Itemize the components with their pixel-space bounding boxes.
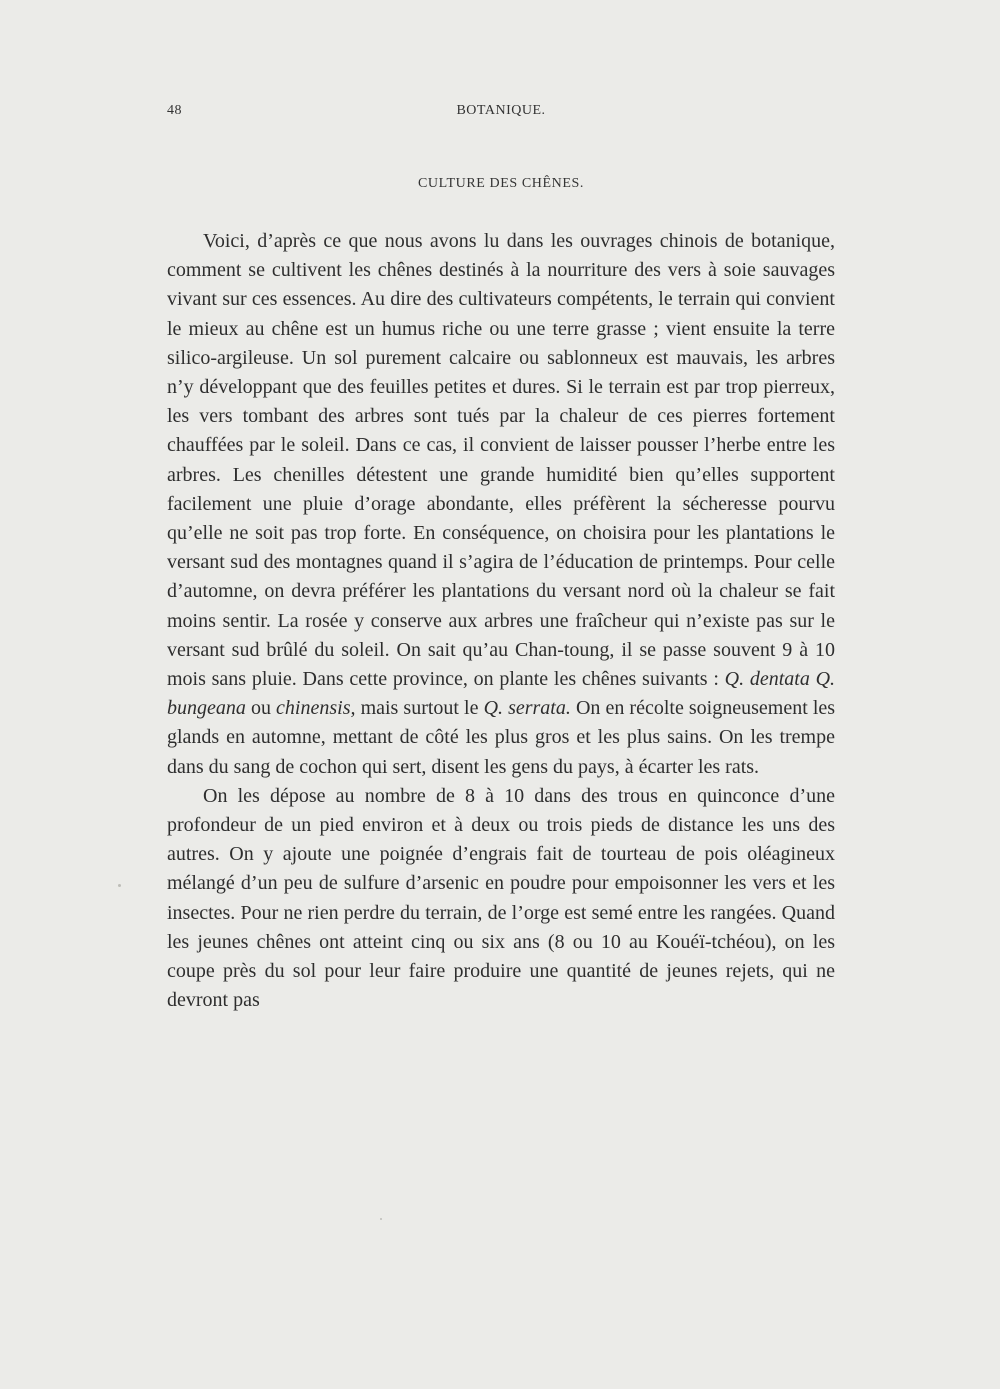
running-head: BOTANIQUE. xyxy=(456,103,546,118)
paragraph-text: ou xyxy=(250,697,271,720)
paper-speck xyxy=(380,1218,382,1220)
paragraph-text: Voici, d’après ce que nous avons lu dans les ouvrages chinois de botanique, comment se cultivent les chênes destinés à la nourriture des vers à soie sauvages vivant sur ces essences. Au dire des cultivateurs compétents, le terrain qui convient le mieux au chêne est un humus riche ou une terre grasse ; vient ensuite la terre silico-argileuse. Un sol purement calcaire ou sablonneux est mauvais, les arbres n’y développant que des feuilles petites et dures. Si le terrain est par trop pierreux, les vers tombant des arbres sont tués par la chaleur de ces pierres fortement chauffées par le soleil. Dans ce cas, il convient de laisser pousser l’herbe entre les arbres. Les chenilles détestent une grande humidité bien qu’elles supportent facilement une pluie d’orage abondante, elles préfèrent la sécheresse pourvu qu’elle ne soit pas trop forte. En conséquence, on choisira pour les plantations le versant sud des montagnes quand il s’agira de l’éducation de printemps. Pour celle d’automne, on devra préférer les plantations du versant nord où la chaleur se fait moins sentir. La rosée y conserve aux arbres une fraîcheur qui n’existe pas sur le versant sud brûlé du soleil. On sait qu’au Chan-toung, il se passe souvent 9 à 10 mois sans pluie. Dans cette province, on plante les chênes suivants : xyxy=(167,230,835,691)
page-number: 48 xyxy=(167,103,182,118)
body-text xyxy=(167,227,835,1015)
species-name: chinensis, xyxy=(276,697,356,720)
paragraph xyxy=(167,782,835,1016)
species-name: Q. dentata xyxy=(724,668,810,691)
paragraph-text: mais surtout le xyxy=(360,697,479,720)
paper-speck xyxy=(118,884,121,887)
section-title: CULTURE DES CHÊNES. xyxy=(417,176,585,191)
paragraph-text: On en récolte soigneusement les glands en automne, mettant de côté les plus gros et les plus sains. On les trempe dans du sang de cochon qui sert, disent les gens du pays, à écarter les rats. xyxy=(167,697,836,778)
paragraph-text: On les dépose au nombre de 8 à 10 dans des trous en quinconce d’une profondeur de un pied environ et à deux ou trois pieds de distance les uns des autres. On y ajoute une poignée d’engrais fait de tourteau de pois oléagineux mélangé d’un peu de sulfure d’arsenic en poudre pour empoisonner les vers et les insectes. Pour ne rien perdre du terrain, de l’orge est semé entre les rangées. Quand les jeunes chênes ont atteint cinq ou six ans (8 ou 10 au Kouéï-tchéou), on les coupe près du sol pour leur faire produire une quantité de jeunes rejets, qui ne devront pas xyxy=(167,784,835,1012)
paragraph xyxy=(167,227,835,782)
species-name: Q. bungeana xyxy=(167,668,836,720)
species-name: Q. serrata. xyxy=(483,697,571,720)
page-header xyxy=(167,103,835,127)
